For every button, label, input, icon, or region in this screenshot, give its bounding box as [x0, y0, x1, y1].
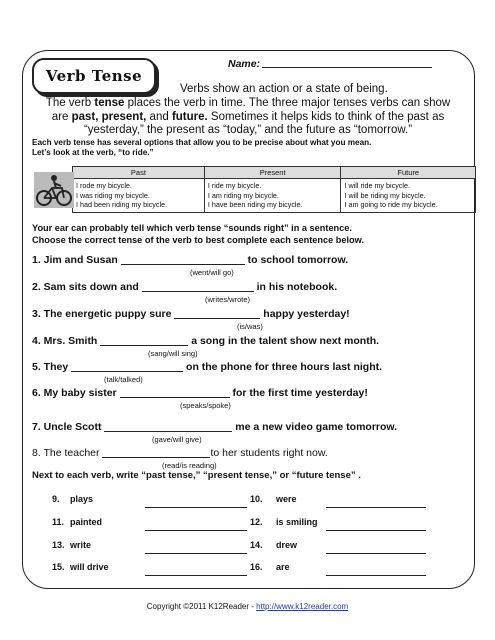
question-4: 4. Mrs. Smith a song in the talent show next month. [32, 335, 380, 347]
answer-blank[interactable] [100, 345, 188, 346]
worksheet-title: Verb Tense [45, 67, 143, 85]
answer-line[interactable] [145, 506, 247, 508]
answer-blank[interactable] [102, 457, 210, 458]
item-num: 11. [52, 517, 65, 527]
note-text: Each verb tense has several options that allow you to be precise about what you mean. Let’s look at the verb, “to ride.” [32, 138, 372, 157]
question-7: 7. Uncle Scott me a new video game tomorrow. [32, 421, 398, 433]
copyright-text: Copyright ©2011 K12Reader - [146, 602, 257, 611]
answer-line[interactable] [326, 506, 426, 508]
item-verb: are [276, 562, 290, 572]
item-num: 12. [250, 517, 263, 527]
question-hint: (talk/talked) [104, 375, 143, 384]
item-verb: were [276, 494, 297, 504]
answer-blank[interactable] [120, 397, 230, 398]
instructions: Your ear can probably tell which verb tense “sounds right” in a sentence. Choose the correct tense of the verb to best complete each sentence below. [32, 223, 365, 245]
cell-future: I will ride my bicycle. I will be riding my bicycle. I am going to ride my bicycle. [341, 179, 476, 213]
question-1: 1. Jim and Susan to school tomorrow. [32, 254, 349, 266]
answer-line[interactable] [326, 574, 426, 576]
question-hint: (read/is reading) [162, 461, 217, 470]
question-hint: (went/will go) [190, 268, 234, 277]
tense-table [32, 166, 476, 213]
intro-paragraph: The verb tense places the verb in time. The three major tenses verbs can show are past, present, and future. Sometimes it helps kids to think of the past as “yesterday,” the present as “today,” and the future as “tomorrow.” [45, 97, 451, 136]
header-future: Future [341, 167, 476, 179]
footer-link[interactable]: http://www.k12reader.com [256, 602, 349, 611]
title-box [32, 58, 156, 94]
question-3: 3. The energetic puppy sure happy yesterday! [32, 308, 350, 320]
question-hint: (speaks/spoke) [180, 401, 231, 410]
item-verb: painted [70, 517, 103, 527]
answer-line[interactable] [145, 529, 247, 531]
name-line [262, 67, 432, 68]
intro-line: Verbs show an action or a state of being. [180, 83, 388, 95]
question-2: 2. Sam sits down and in his notebook. [32, 281, 338, 293]
item-num: 14. [250, 540, 263, 550]
item-verb: will drive [70, 562, 109, 572]
question-hint: (is/was) [237, 322, 263, 331]
question-5: 5. They on the phone for three hours last night. [32, 361, 383, 373]
name-field [228, 58, 432, 70]
item-verb: write [70, 540, 92, 550]
name-label: Name: [228, 58, 261, 70]
cell-past: I rode my bicycle. I was riding my bicycle. I had been riding my bicycle. [73, 179, 205, 213]
bicycle-rider-icon [34, 172, 74, 208]
item-num: 13. [52, 540, 65, 550]
item-num: 15. [52, 562, 65, 572]
question-6: 6. My baby sister for the first time yesterday! [32, 387, 368, 399]
question-8: 8. The teacher to her students right now. [32, 447, 328, 459]
cell-present: I ride my bicycle. I am riding my bicycle. I have been riding my bicycle. [204, 179, 341, 213]
header-past: Past [73, 167, 205, 179]
answer-line[interactable] [326, 529, 426, 531]
answer-blank[interactable] [71, 371, 183, 372]
item-verb: plays [70, 494, 94, 504]
item-num: 10. [250, 494, 263, 504]
footer [0, 602, 495, 611]
question-hint: (gave/will give) [152, 435, 202, 444]
question-hint: (sang/will sing) [148, 349, 198, 358]
answer-blank[interactable] [104, 431, 232, 432]
header-present: Present [204, 167, 341, 179]
answer-line[interactable] [326, 552, 426, 554]
item-num: 9. [52, 494, 60, 504]
question-hint: (writes/wrote) [205, 295, 251, 304]
item-num: 16. [250, 562, 263, 572]
item-verb: is smiling [276, 517, 318, 527]
item-verb: drew [276, 540, 298, 550]
answer-line[interactable] [145, 552, 247, 554]
answer-blank[interactable] [142, 291, 254, 292]
answer-blank[interactable] [174, 318, 260, 319]
answer-blank[interactable] [121, 264, 245, 265]
answer-line[interactable] [145, 574, 247, 576]
part2-instructions: Next to each verb, write “past tense,” “present tense,” or “future tense” . [32, 470, 361, 481]
